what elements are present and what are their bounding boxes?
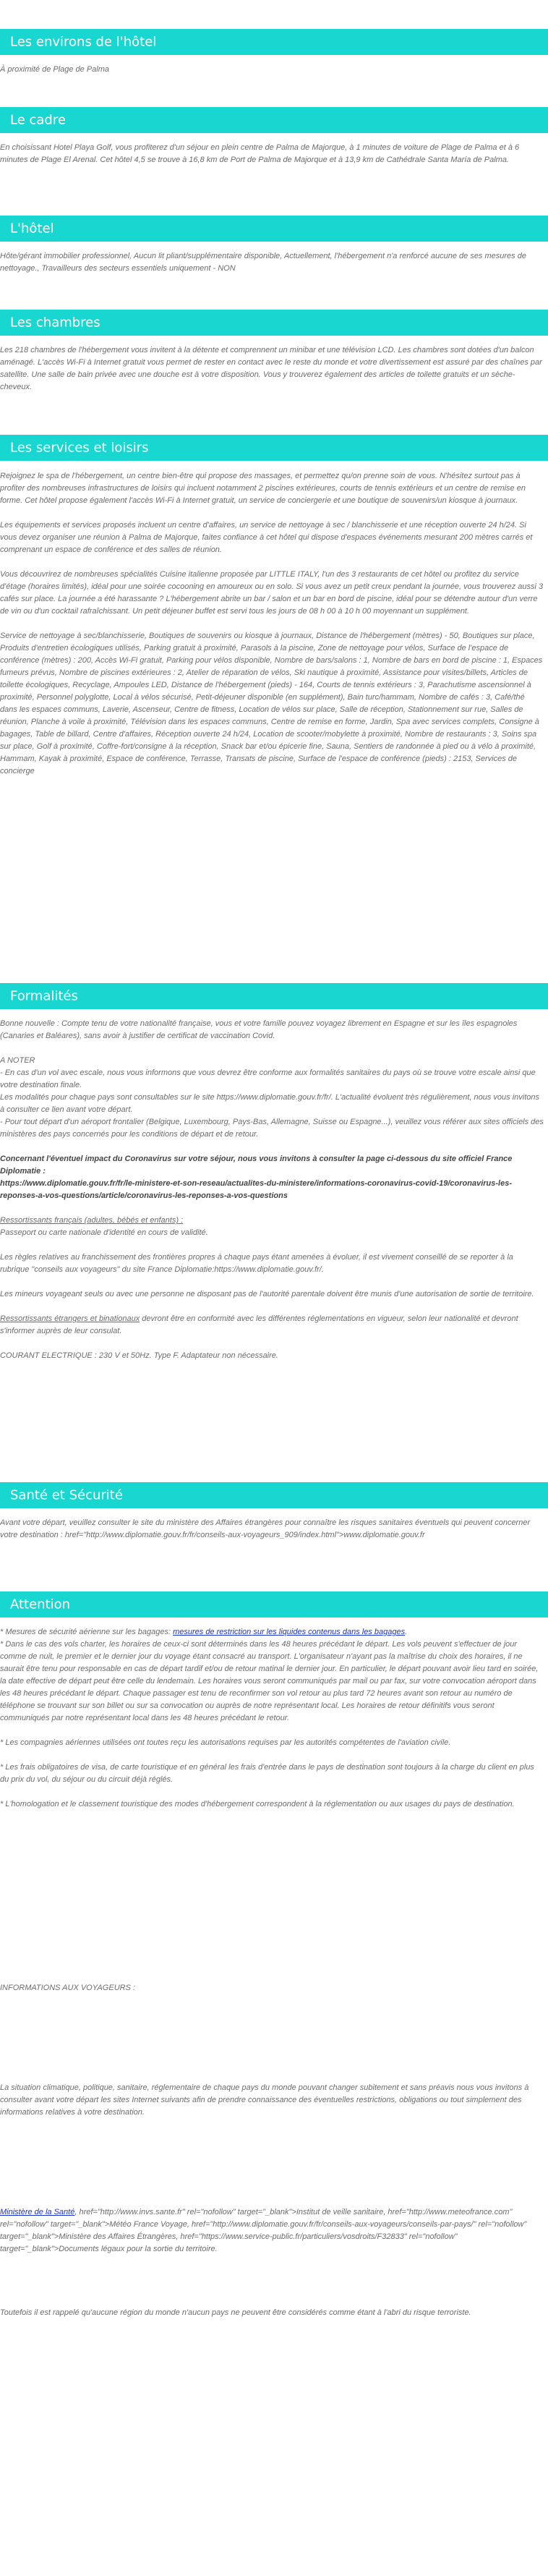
services-p1: Rejoignez le spa de l'hébergement, un centre bien-être qui propose des massages, et permettez qu/on prenne soin de vous. N'hésitez surtout pas à profiter des nombreuses infrastructures de loisirs qui incluent notamment 2 piscines extérieures, courts de tennis extérieurs et un centre de remise en forme. Cet hôtel propose également l'accès Wi-Fi à Internet gratuit, un service de conciergerie et une boutique de souvenirs/un kiosque à journaux. (0, 472, 526, 505)
attention-p5: * L'homologation et le classement touristique des modes d'hébergement correspondent à la réglementation ou aux usages du pays de destination. (0, 1800, 515, 1808)
ministere-sante-link[interactable]: Ministère de la Santé (0, 2208, 75, 2216)
cadre-text: En choisissant Hotel Playa Golf, vous profiterez d'un séjour en plein centre de Palma de Majorque, à 1 minutes de voiture de Plage de Palma et à 6 minutes de Plage El Arenal. Cet hôtel 4,5 se trouve à 16,8 km de Port de Palma de Majorque et à 13,9 km de Cathédrale Santa María de Palma. (0, 143, 520, 164)
attention-p1-post: . (405, 1628, 408, 1636)
section-header-services (0, 435, 548, 461)
situation-text: La situation climatique, politique, sanitaire, réglementaire de chaque pays du monde pouvant changer subitement et sans préavis nous vous invitons à consulter avant votre départ les sites Internet suivants afin de prendre connaissance des éventuelles restrictions, obligations ou tout simplement des informations relatives à votre destination. (0, 2083, 529, 2117)
section-header-hotel (0, 216, 548, 242)
liquides-link[interactable]: mesures de restriction sur les liquides contenus dans les bagages (173, 1628, 406, 1636)
environs-text: À proximité de Plage de Palma (0, 65, 110, 74)
sante-text: Avant votre départ, veuillez consulter le site du ministère des Affaires étrangères pour connaître les risques sanitaires éventuels qui peuvent concerner votre destination : href="http://www.diplomatie.gouv.fr/fr/conseils-aux-voyageurs_909/index.html">www.diplomatie.gouv.fr (0, 1518, 531, 1539)
section-header-environs (0, 29, 548, 55)
formalites-p1: Bonne nouvelle : Compte tenu de votre nationalité française, vous et votre famille pouvez voyagez librement en Espagne et sur les îles espagnoles (Canaries et Baléares), sans avoir à justifier de certificat de vaccination Covid. (0, 1019, 518, 1040)
services-p4: Service de nettoyage à sec/blanchisserie, Boutiques de souvenirs ou kiosque à journaux, Distance de l'hébergement (mètres) - 50, Boutiques sur place, Produits d'entretien écologiques utilisés, Parking gratuit à proximité, Parasols à la piscine, Zone de nettoyage pour vélos, Surface de l'espace de conférence (mètres) : 200, Accès Wi-Fi gratuit, Parking pour vélos disponible, Nombre de bars/salons : 1, Nombre de bars en bord de piscine : 1, Espaces fumeurs prévus, Nombre de piscines extérieures : 2, Atelier de réparation de vélos, Ski nautique à proximité, Assistance pour visites/billets, Articles de toilette écologiques, Recyclage, Ampoules LED, Distance de l'hébergement (pieds) - 164, Courts de tennis extérieurs : 3, Parachutisme ascensionnel à proximité, Personnel polyglotte, Local à vélos sécurisé, Petit-déjeuner disponible (en supplément), Bain turc/hammam, Nombre de cafés : 3, Café/thé dans les espaces communs, Laverie, Ascenseur, Centre de fitness, Location de vélos sur place, Salle de réception, Stationnement sur rue, Salles de réunion, Planche à voile à proximité, Télévision dans les espaces communs, Centre de remise en forme, Jardin, Spa avec services complets, Consigne à bagages, Table de billard, Centre d'affaires, Réception ouverte 24 h/24, Location de scooter/mobylette à proximité, Nombre de restaurants : 3, Soins spa sur place, Golf à proximité, Coffre-fort/consigne à la réception, Snack bar et/ou épicerie fine, Sauna, Sentiers de randonnée à pied ou à vélo à proximité, Hammam, Kayak à proximité, Espace de conférence, Terrasse, Transats de piscine, Surface de l'espace de conférence (pieds) : 2153, Services de concierge (0, 632, 543, 775)
final-text: Toutefois il est rappelé qu'aucune région du monde n'aucun pays ne peuvent être considérés comme étant à l'abri du risque terroriste. (0, 2308, 471, 2317)
section-title: Santé et Sécurité (10, 1487, 123, 1503)
chambres-text: Les 218 chambres de l'hébergement vous invitent à la détente et comprennent un minibar et une télévision LCD. Les chambres sont dotées d'un balcon aménagé. L'accès Wi-Fi à Internet gratuit vous permet de rester en contact avec le reste du monde et votre divertissement est assuré par des chaînes par satellite. Une salle de bain privée avec une douche est à votre disposition. Vous y trouverez également des articles de toilette gratuits et un sèche-cheveux. (0, 346, 542, 391)
note-2: Les modalités pour chaque pays sont consultables sur le site https://www.diplomatie.gouv.fr/fr/. L'actualité évoluent très régulièrement, nous vous invitons à consulter ce lien avant votre départ. (0, 1093, 540, 1114)
services-text (0, 470, 544, 778)
liens-rest: , href="http://www.invs.sante.fr" rel="nofollow" target="_blank">Institut de veille sanitaire, href="http://www.meteofrance.com" rel="nofollow" target="_blank">Météo France Voyage, href="http://www.diplomatie.gouv.fr/fr/conseils-aux-voyageurs/conseils-par-pays/" rel="nofollow" target="_blank">Ministère des Affaires Étrangères, href="https://www.service-public.fr/particuliers/vosdroits/F32833" rel="nofollow" target="_blank">Documents légaux pour la sortie du territoire. (0, 2208, 527, 2253)
courant-text: COURANT ELECTRIQUE : 230 V et 50Hz. Type F. Adaptateur non nécessaire. (0, 1351, 278, 1360)
hotel-text: Hôte/gérant immobilier professionnel, Aucun lit pliant/supplémentaire disponible, Actuellement, l'hébergement n'a renforcé aucune de ses mesures de nettoyage., Travailleurs des secteurs essentiels uniquement - NON (0, 252, 526, 273)
covid-notice: Concernant l'éventuel impact du Coronavirus sur votre séjour, nous vous invitons à consulter la page ci-dessous du site officiel France Diplomatie : (0, 1155, 513, 1176)
liens-text (0, 2206, 544, 2256)
etrangers-text (0, 1313, 544, 1338)
section-header-chambres (0, 310, 548, 336)
attention-text (0, 1626, 544, 1811)
section-header-formalites (0, 983, 548, 1009)
note-3: - Pour tout départ d'un aéroport frontalier (Belgique, Luxembourg, Pays-Bas, Allemagne, Suisse ou Espagne...), veuillez vous référer aux sites officiels des ministères des pays concernés pour les conditions de départ et de retour. (0, 1118, 544, 1139)
etrangers-label: Ressortissants étrangers et binationaux (0, 1314, 140, 1323)
section-header-attention (0, 1591, 548, 1618)
section-title: Attention (10, 1597, 71, 1612)
attention-p3: * Les compagnies aériennes utilisées ont toutes reçu les autorisations requises par les autorités compétentes de l'aviation civile. (0, 1738, 451, 1747)
info-label: INFORMATIONS AUX VOYAGEURS : (0, 1984, 136, 1992)
formalites-text (0, 1018, 544, 1362)
attention-p1-pre: * Mesures de sécurité aérienne sur les bagages: (0, 1628, 174, 1636)
services-p2: Les équipements et services proposés incluent un centre d'affaires, un service de nettoyage à sec / blanchisserie et une réception ouverte 24 h/24. Si vous devez organiser une réunion à Palma de Majorque, faites confiance à cet hôtel qui dispose d'espaces événements mesurant 200 mètres carrés et comprenant un espace de conférence et des salles de réunion. (0, 521, 533, 554)
attention-p1 (0, 1626, 544, 1638)
ressortissants-fr-label: Ressortissants français (adultes, bébés et enfants) : (0, 1216, 184, 1225)
section-header-sante (0, 1482, 548, 1508)
attention-p4: * Les frais obligatoires de visa, de carte touristique et en général les frais d'entrée dans le pays de destination sont toujours à la charge du client en plus du prix du vol, du séjour ou du circuit déjà réglés. (0, 1763, 534, 1784)
covid-url[interactable]: https://www.diplomatie.gouv.fr/fr/le-ministere-et-son-reseau/actualites-du-ministere/informations-coronavirus-covid-19/coronavirus-les-reponses-a-vos-questions/article/coronavirus-les-reponses-a-vos-questions (0, 1179, 513, 1200)
section-title: Les chambres (10, 315, 100, 331)
note-1: - En cas d'un vol avec escale, nous vous informons que vous devrez être conforme aux formalités sanitaires du pays où se trouve votre escale ainsi que votre destination finale. (0, 1068, 536, 1089)
ressortissants-fr-text: Passeport ou carte nationale d'identité en cours de validité. (0, 1228, 208, 1237)
regles-text: Les règles relatives au franchissement des frontières propres à chaque pays étant amenées à évoluer, il est vivement conseillé de se reporter à la rubrique "conseils aux voyageurs" du site France Diplomatie:https://www.diplomatie.gouv.fr/. (0, 1253, 513, 1274)
section-title: Les services et loisirs (10, 440, 149, 456)
mineurs-text: Les mineurs voyageant seuls ou avec une personne ne disposant pas de l'autorité parentale doivent être munis d'une autorisation de sortie de territoire. (0, 1290, 534, 1298)
etrangers-rest: devront être en conformité avec les différentes réglementations en vigueur, selon leur nationalité et devront s'informer auprès de leur consulat. (0, 1314, 518, 1335)
section-header-cadre (0, 107, 548, 133)
attention-p2: * Dans le cas des vols charter, les horaires de ceux-ci sont déterminés dans les 48 heures précédant le départ. Les vols peuvent s'effectuer de jour comme de nuit, le premier et le dernier jour du voyage étant consacré au transport. L'organisateur n'ayant pas la maîtrise du choix des horaires, il ne saurait être tenu pour responsable en cas de départ tardif et/ou de retour matinal le dernier jour. En particulier, le départ pouvant avoir lieu tard en soirée, la date effective de départ peut être celle du lendemain. Les horaires vous seront communiqués par mail ou par fax, sur votre convocation aéroport dans les 48 heures précédant le départ. Chaque passager est tenu de reconfirmer son vol retour au plus tard 72 heures avant son retour au numéro de téléphone se trouvant sur son billet ou sur sa convocation ou auprès de notre représentant local. Les horaires de retour définitifs vous seront communiqués par notre représentant local dans les 48 heures précédant le retour. (0, 1640, 539, 1722)
section-title: L'hôtel (10, 221, 54, 237)
section-title: Le cadre (10, 112, 66, 128)
section-title: Les environs de l'hôtel (10, 34, 157, 50)
services-p3: Vous découvrirez de nombreuses spécialités Cuisine italienne proposée par LITTLE ITALY, l'un des 3 restaurants de cet hôtel ou profitez du service d'étage (horaires limités), idéal pour une soirée cocooning en amoureux ou en solo. Si vous avez un petit creux pendant la journée, vous trouverez aussi 3 cafés sur place. La journée a été harassante ? L'hébergement abrite un bar / salon et un bar en bord de piscine, idéal pour se détendre autour d'un verre de vin ou d'un cocktail rafraîchissant. Un petit déjeuner buffet est servi tous les jours de 08 h 00 à 10 h 00 moyennant un supplément. (0, 570, 544, 616)
note-label: A NOTER (0, 1056, 35, 1065)
section-title: Formalités (10, 988, 78, 1004)
